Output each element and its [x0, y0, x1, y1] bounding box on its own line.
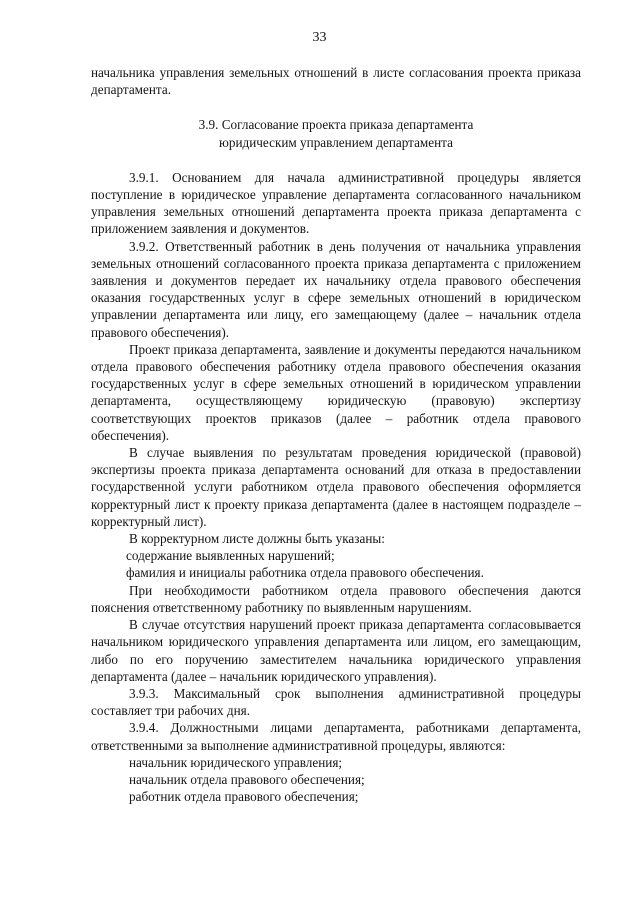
paragraph-3-9-2: 3.9.2. Ответственный работник в день получения от начальника управления земельных отношений согласованного проекта приказа департамента с приложением заявления и документов передает их начальнику отдела правового обеспечения оказания государственных услуг в сфере земельных отношений в юридическом управлении департамента или лицу, его замещающему (далее – начальник отдела правового обеспечения). [91, 238, 581, 340]
correction-list-item-1: содержание выявленных нарушений; [126, 548, 335, 564]
paragraph-no-violations: В случае отсутствия нарушений проект приказа департамента согласовывается начальником юридического управления департамента или лицом, его замещающим, либо по его поручению заместителем начальника юридического управления департамента (далее – начальник юридического управления). [91, 617, 581, 684]
paragraph-violations: В случае выявления по результатам проведения юридической (правовой) экспертизы проекта приказа департамента оснований для отказа в предоставлении государственной услуги работником отдела правового обеспечения оформляется корректурный лист к проекту приказа департамента (далее в настоящем подразделе – корректурный лист). [91, 445, 581, 529]
paragraph-explanations: При необходимости работником отдела правового обеспечения даются пояснения ответственному работнику по выявленным нарушениям. [91, 582, 581, 615]
responsible-list-item-1: начальник юридического управления; [129, 754, 343, 770]
responsible-list-item-3: работник отдела правового обеспечения; [129, 789, 359, 805]
section-heading-line-1: 3.9. Согласование проекта приказа департамента [198, 117, 474, 133]
section-heading [91, 116, 581, 150]
document-body [91, 64, 581, 805]
responsible-list-item-2: начальник отдела правового обеспечения; [129, 771, 365, 787]
paragraph-3-9-4: 3.9.4. Должностными лицами департамента, работниками департамента, ответственными за выполнение административной процедуры, являются: [91, 720, 581, 753]
paragraph-3-9-1: 3.9.1. Основанием для начала административной процедуры является поступление в юридическое управление департамента согласованного начальником управления земельных отношений департамента проекта приказа департамента с приложением заявления и документов. [91, 169, 581, 237]
paragraph-3-9-3: 3.9.3. Максимальный срок выполнения административной процедуры составляет три рабочих дня. [91, 685, 581, 719]
paragraph-correction-list-intro: В корректурном листе должны быть указаны: [129, 531, 385, 547]
page-number: 33 [312, 30, 327, 45]
section-heading-line-2: юридическим управлением департамента [219, 134, 453, 150]
correction-list-item-2: фамилия и инициалы работника отдела правового обеспечения. [126, 565, 484, 581]
paragraph-transfer: Проект приказа департамента, заявление и документы передаются начальником отдела правового обеспечения работнику отдела правового обеспечения оказания государственных услуг в сфере земельных отношений в юридическом управлении департамента, осуществляющему юридическую (правовую) экспертизу соответствующих проектов приказов (далее – работник отдела правового обеспечения). [91, 341, 581, 443]
intro-paragraph: начальника управления земельных отношений в листе согласования проекта приказа департамента. [91, 65, 581, 98]
